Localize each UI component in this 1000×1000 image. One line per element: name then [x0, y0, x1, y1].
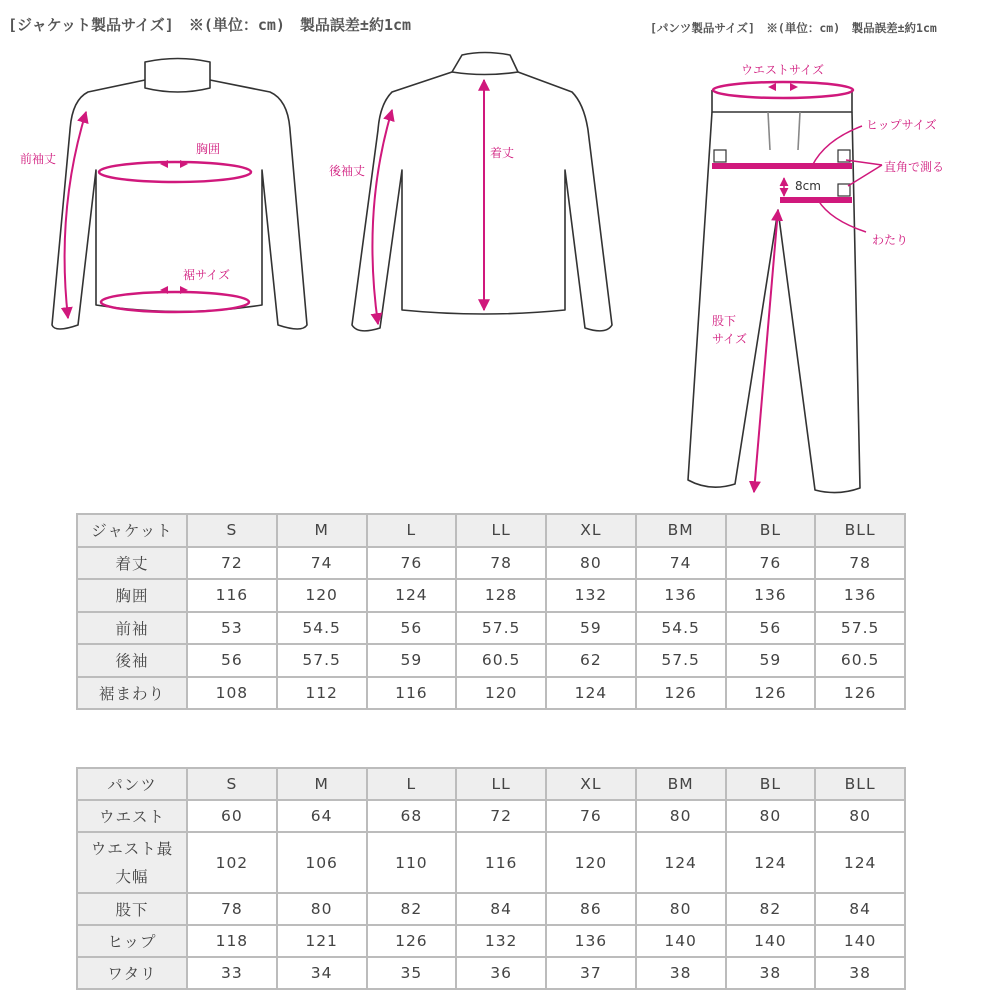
table-cell: 136	[637, 580, 725, 611]
table-cell: 126	[368, 926, 456, 956]
row-label: 裾まわり	[78, 678, 186, 709]
table-cell: 62	[547, 645, 635, 676]
column-header: XL	[547, 769, 635, 799]
table-cell: 121	[278, 926, 366, 956]
row-label: ヒップ	[78, 926, 186, 956]
table-cell: 74	[278, 548, 366, 579]
table-cell: 82	[727, 894, 815, 924]
table-cell: 76	[727, 548, 815, 579]
table-cell: 82	[368, 894, 456, 924]
pants-measurements	[712, 63, 944, 492]
table-cell: 132	[547, 580, 635, 611]
inseam-label-line1: 股下	[712, 314, 737, 328]
table-cell: 37	[547, 958, 635, 988]
column-header: M	[278, 769, 366, 799]
column-header: XL	[547, 515, 635, 546]
column-header: BLL	[816, 769, 904, 799]
jacket-front-illustration	[52, 59, 307, 330]
table-cell: 38	[727, 958, 815, 988]
table-cell: 126	[637, 678, 725, 709]
row-label: 股下	[78, 894, 186, 924]
table-cell: 124	[368, 580, 456, 611]
table-cell: 80	[547, 548, 635, 579]
table-cell: 136	[547, 926, 635, 956]
table-cell: 36	[457, 958, 545, 988]
table-cell: 59	[547, 613, 635, 644]
row-label-line2: 大幅	[115, 867, 149, 886]
table-cell: 80	[278, 894, 366, 924]
column-header: S	[188, 515, 276, 546]
column-header: BM	[637, 769, 725, 799]
column-header: L	[368, 515, 456, 546]
jacket-size-header: [ジャケット製品サイズ] ※(単位：cm) 製品誤差±約1cm	[8, 16, 412, 34]
pants-size-table	[76, 767, 906, 990]
table-cell: 116	[457, 833, 545, 892]
table-row	[78, 548, 904, 579]
thigh-label: わたり	[872, 233, 909, 247]
pants-size-header: [パンツ製品サイズ] ※(単位：cm) 製品誤差±約1cm	[650, 21, 937, 35]
table-cell: 57.5	[816, 613, 904, 644]
table-cell: 56	[727, 613, 815, 644]
table-cell: 80	[727, 801, 815, 831]
table-cell: 128	[457, 580, 545, 611]
front-sleeve-label: 前袖丈	[20, 152, 57, 166]
column-header: M	[278, 515, 366, 546]
table-cell: 64	[278, 801, 366, 831]
table-cell: 112	[278, 678, 366, 709]
table-cell: 132	[457, 926, 545, 956]
table-row	[78, 894, 904, 924]
table-cell: 78	[188, 894, 276, 924]
table-cell: 34	[278, 958, 366, 988]
table-cell: 136	[727, 580, 815, 611]
table-cell: 80	[637, 894, 725, 924]
hem-label: 裾サイズ	[183, 268, 231, 282]
table-row	[78, 678, 904, 709]
table-cell: 126	[727, 678, 815, 709]
table-cell: 80	[816, 801, 904, 831]
jacket-size-table	[76, 513, 906, 710]
table-cell: 118	[188, 926, 276, 956]
table-cell: 72	[188, 548, 276, 579]
eight-cm-label: 8cm	[795, 179, 821, 193]
column-header: BL	[727, 769, 815, 799]
hip-label: ヒップサイズ	[866, 118, 937, 132]
table-row	[78, 833, 904, 892]
row-label: ウエスト	[78, 801, 186, 831]
column-header: L	[368, 769, 456, 799]
table-cell: 60.5	[457, 645, 545, 676]
table-row	[78, 926, 904, 956]
table-cell: 120	[457, 678, 545, 709]
right-angle-label: 直角で測る	[884, 160, 945, 174]
table-cell: 60.5	[816, 645, 904, 676]
table-cell: 38	[637, 958, 725, 988]
table-cell: 140	[816, 926, 904, 956]
table-cell: 110	[368, 833, 456, 892]
table-cell: 53	[188, 613, 276, 644]
waist-label: ウエストサイズ	[741, 63, 825, 77]
table-cell: 59	[368, 645, 456, 676]
table-cell: 68	[368, 801, 456, 831]
table-row	[78, 580, 904, 611]
table-cell: 124	[547, 678, 635, 709]
table-cell: 86	[547, 894, 635, 924]
table-cell: 106	[278, 833, 366, 892]
table-cell: 84	[816, 894, 904, 924]
table-cell: 74	[637, 548, 725, 579]
column-header: ジャケット	[78, 515, 186, 546]
table-row	[78, 801, 904, 831]
table-cell: 108	[188, 678, 276, 709]
table-cell: 140	[727, 926, 815, 956]
table-cell: 56	[188, 645, 276, 676]
row-label: 胸囲	[78, 580, 186, 611]
table-cell: 78	[457, 548, 545, 579]
table-cell: 124	[727, 833, 815, 892]
table-header-row	[78, 515, 904, 546]
table-cell: 102	[188, 833, 276, 892]
table-cell: 60	[188, 801, 276, 831]
row-label: 前袖	[78, 613, 186, 644]
table-cell: 57.5	[637, 645, 725, 676]
table-cell: 126	[816, 678, 904, 709]
row-label: 後袖	[78, 645, 186, 676]
table-cell: 57.5	[278, 645, 366, 676]
table-cell: 56	[368, 613, 456, 644]
table-cell: 54.5	[278, 613, 366, 644]
column-header: S	[188, 769, 276, 799]
column-header: BLL	[816, 515, 904, 546]
table-cell: 136	[816, 580, 904, 611]
table-header-row	[78, 769, 904, 799]
column-header: BL	[727, 515, 815, 546]
table-cell: 120	[547, 833, 635, 892]
table-cell: 54.5	[637, 613, 725, 644]
table-cell: 78	[816, 548, 904, 579]
column-header: パンツ	[78, 769, 186, 799]
row-label: 着丈	[78, 548, 186, 579]
table-cell: 72	[457, 801, 545, 831]
chest-label: 胸囲	[196, 142, 221, 156]
table-cell: 33	[188, 958, 276, 988]
table-cell: 140	[637, 926, 725, 956]
table-cell: 59	[727, 645, 815, 676]
row-label-line1: ウエスト最	[90, 839, 174, 858]
table-cell: 35	[368, 958, 456, 988]
column-header: LL	[457, 515, 545, 546]
table-cell: 38	[816, 958, 904, 988]
column-header: BM	[637, 515, 725, 546]
table-cell: 57.5	[457, 613, 545, 644]
table-cell: 116	[368, 678, 456, 709]
table-cell: 76	[368, 548, 456, 579]
table-row	[78, 645, 904, 676]
table-cell: 120	[278, 580, 366, 611]
table-row	[78, 958, 904, 988]
row-label: ワタリ	[78, 958, 186, 988]
jacket-front-measurements	[20, 112, 251, 318]
column-header: LL	[457, 769, 545, 799]
table-cell: 124	[637, 833, 725, 892]
table-cell: 76	[547, 801, 635, 831]
length-label: 着丈	[490, 146, 515, 160]
table-cell: 84	[457, 894, 545, 924]
inseam-label-line2: サイズ	[712, 332, 748, 346]
row-label	[78, 833, 186, 892]
table-cell: 116	[188, 580, 276, 611]
table-cell: 124	[816, 833, 904, 892]
jacket-back-illustration	[352, 53, 612, 331]
table-cell: 80	[637, 801, 725, 831]
table-row	[78, 613, 904, 644]
back-sleeve-label: 後袖丈	[329, 164, 366, 178]
